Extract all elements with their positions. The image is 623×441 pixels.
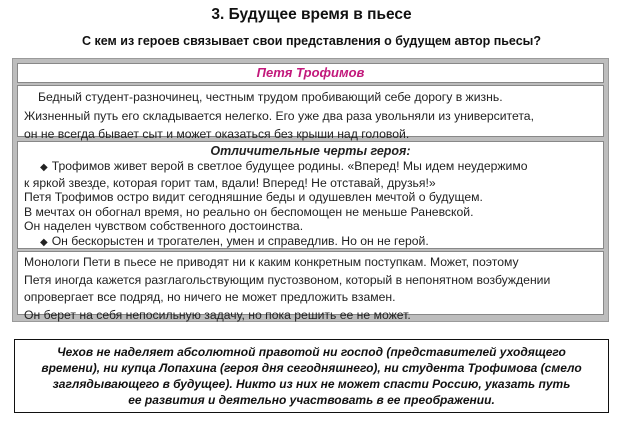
monologue-line: опровергает все подряд, но ничего не может предложить взамен.: [24, 290, 396, 305]
trait-line: Он наделен чувством собственного достоинства.: [24, 219, 304, 234]
conclusion-line: Чехов не наделяет абсолютной правотой ни господ (представителей уходящего: [57, 345, 566, 359]
conclusion-line: ее развития и деятельно участвовать в ее преображении.: [128, 393, 495, 407]
section-title: 3. Будущее время в пьесе: [211, 6, 412, 23]
hero-card: [12, 58, 609, 322]
monologue-line: Петя иногда кажется разглагольствующим пустозвоном, который в непонятном возбуждении: [24, 272, 551, 287]
trait-line: к яркой звезде, которая горит там, вдали! Вперед! Не отставай, друзья!»: [24, 175, 436, 190]
hero-traits-panel: [17, 141, 604, 249]
conclusion-line: заглядывающего в будущее). Никто из них не может спасти Россию, указать путь: [52, 377, 571, 391]
diamond-bullet-icon: ◆: [40, 162, 48, 173]
hero-name-panel: [17, 63, 604, 83]
traits-heading: Отличительные черты героя:: [210, 144, 411, 158]
trait-line: [18, 234, 603, 251]
diamond-bullet-icon: ◆: [40, 236, 48, 248]
hero-bio-panel: [17, 85, 604, 142]
conclusion-line: времени), ни купца Лопахина (героя дня сегодняшнего), ни студента Трофимова (смело: [41, 361, 582, 375]
conclusion-box: [14, 339, 609, 413]
trait-text: Он бескорыстен и трогателен, умен и справедлив. Но он не герой.: [51, 233, 429, 248]
trait-text: Трофимов живет верой в светлое будущее родины. «Вперед! Мы идем неудержимо: [51, 159, 528, 173]
bio-line: он не всегда бывает сыт и может оказаться без крыши над головой.: [24, 127, 410, 142]
trait-line: В мечтах он обогнал время, но реально он беспомощен не меньше Раневской.: [24, 204, 474, 219]
hero-name: Петя Трофимов: [256, 65, 365, 80]
bio-line: Жизненный путь его складывается нелегко. Его уже два раза увольняли из университета,: [24, 108, 534, 123]
section-question: С кем из героев связывает свои представления о будущем автор пьесы?: [82, 34, 541, 48]
monologue-line: Монологи Пети в пьесе не приводят ни к каким конкретным поступкам. Может, поэтому: [24, 255, 519, 269]
monologue-line: Он берет на себя непосильную задачу, но пока решить ее не может.: [24, 307, 411, 322]
trait-line: Петя Трофимов остро видит сегодняшние беды и одушевлен мечтой о будущем.: [24, 190, 483, 205]
trait-line: [18, 159, 603, 176]
bio-line: Бедный студент-разночинец, честным трудом пробивающий себе дорогу в жизнь.: [38, 90, 503, 104]
hero-monologue-panel: [17, 251, 604, 322]
